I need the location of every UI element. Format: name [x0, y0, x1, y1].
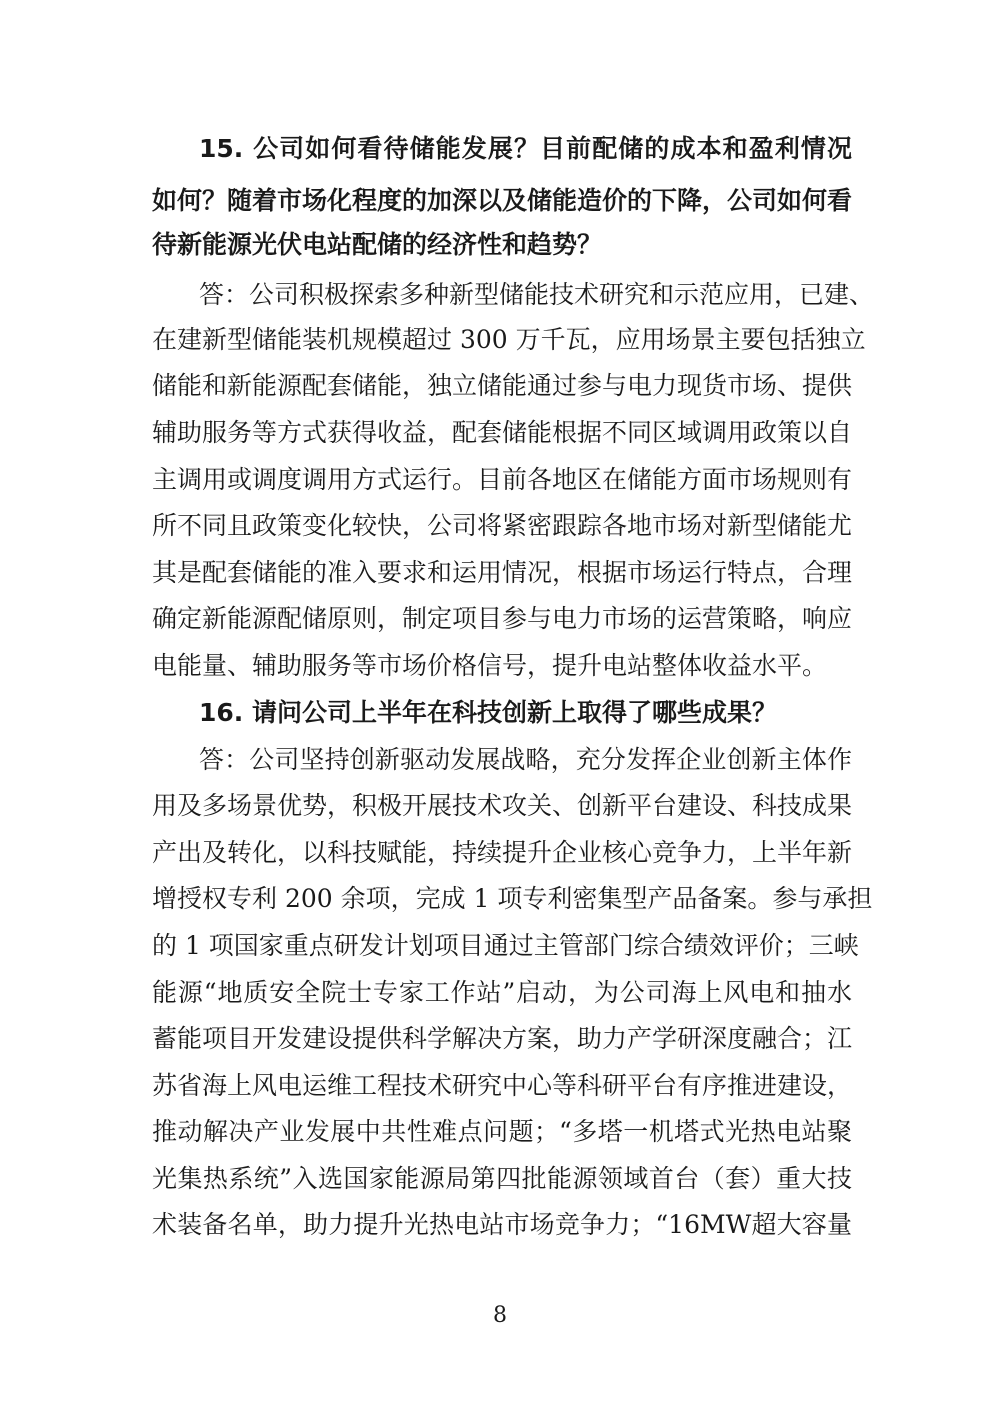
answer-16-line-2: 用及多场景优势，积极开展技术攻关、创新平台建设、科技成果 — [152, 791, 853, 820]
answer-16-line-1: 答：公司坚持创新驱动发展战略，充分发挥企业创新主体作 — [199, 745, 852, 774]
answer-16-line-10: 光集热系统”入选国家能源局第四批能源领域首台（套）重大技 — [152, 1164, 852, 1193]
answer-15-line-2: 在建新型储能装机规模超过 300 万千瓦，应用场景主要包括独立 — [152, 325, 866, 354]
answer-15-line-7: 其是配套储能的准入要求和运用情况，根据市场运行特点，合理 — [152, 558, 853, 587]
answer-16-line-4: 增授权专利 200 余项，完成 1 项专利密集型产品备案。参与承担 — [152, 884, 873, 913]
answer-15-line-6: 所不同且政策变化较快，公司将紧密跟踪各地市场对新型储能尤 — [152, 511, 853, 540]
answer-15-line-5: 主调用或调度调用方式运行。目前各地区在储能方面市场规则有 — [152, 465, 853, 494]
question-15-line-1: 15. 公司如何看待储能发展？目前配储的成本和盈利情况 — [199, 134, 852, 163]
answer-16-line-5: 的 1 项国家重点研发计划项目通过主管部门综合绩效评价；三峡 — [152, 931, 859, 960]
answer-15-line-4: 辅助服务等方式获得收益，配套储能根据不同区域调用政策以自 — [152, 418, 853, 447]
answer-15-line-3: 储能和新能源配套储能，独立储能通过参与电力现货市场、提供 — [152, 371, 853, 400]
answer-16-line-7: 蓄能项目开发建设提供科学解决方案，助力产学研深度融合；江 — [152, 1024, 853, 1053]
answer-16-line-6: 能源“地质安全院士专家工作站”启动，为公司海上风电和抽水 — [152, 978, 852, 1007]
answer-16-line-9: 推动解决产业发展中共性难点问题；“多塔一机塔式光热电站聚 — [152, 1117, 852, 1146]
answer-16-line-8: 苏省海上风电运维工程技术研究中心等科研平台有序推进建设， — [152, 1071, 853, 1100]
page-number: 8 — [493, 1303, 507, 1328]
answer-15-line-8: 确定新能源配储原则，制定项目参与电力市场的运营策略，响应 — [152, 604, 853, 633]
answer-16-line-3: 产出及转化，以科技赋能，持续提升企业核心竞争力，上半年新 — [152, 838, 853, 867]
answer-15-line-9: 电能量、辅助服务等市场价格信号，提升电站整体收益水平。 — [152, 651, 828, 680]
question-16-line-1: 16. 请问公司上半年在科技创新上取得了哪些成果？ — [199, 698, 777, 727]
question-15-line-3: 待新能源光伏电站配储的经济性和趋势？ — [152, 230, 603, 259]
question-15-line-2: 如何？随着市场化程度的加深以及储能造价的下降，公司如何看 — [152, 186, 853, 215]
answer-16-line-11: 术装备名单，助力提升光热电站市场竞争力；“16MW超大容量 — [152, 1210, 852, 1239]
answer-15-line-1: 答：公司积极探索多种新型储能技术研究和示范应用，已建、 — [199, 280, 875, 309]
